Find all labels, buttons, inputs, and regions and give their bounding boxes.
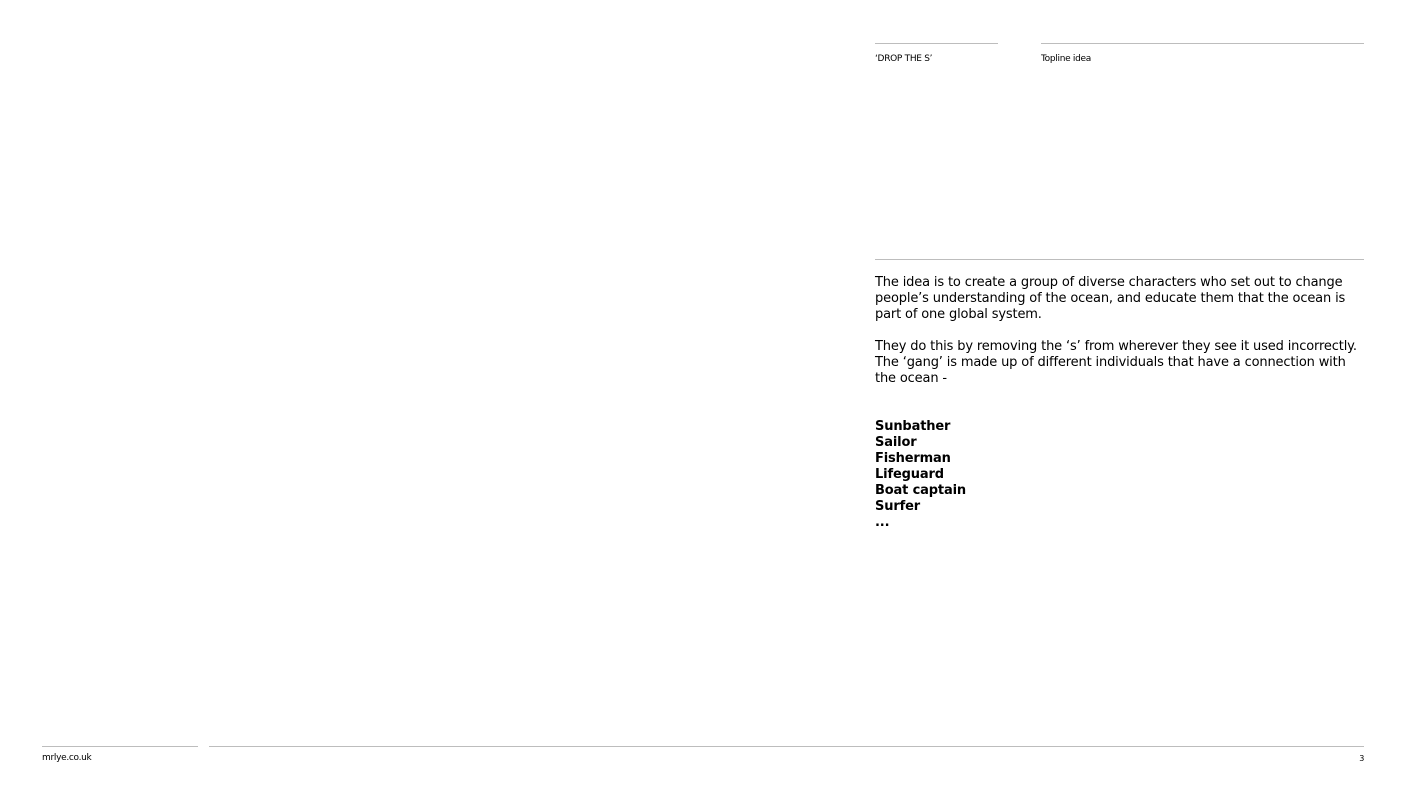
list-item: Sunbather: [875, 419, 951, 434]
footer-website: mrlye.co.uk: [42, 753, 92, 763]
list-item: Lifeguard: [875, 467, 944, 482]
body-text: [875, 275, 1365, 387]
page-number: 3: [1359, 754, 1364, 763]
list-item: Fisherman: [875, 451, 951, 466]
body-rule: [875, 259, 1364, 260]
method-paragraph: They do this by removing the ‘s’ from wherever they see it used incorrectly. The ‘gang’ is made up of different individuals that have a connection with the ocean -: [875, 339, 1357, 386]
list-item: Surfer: [875, 499, 921, 514]
header-rule-left: [875, 43, 998, 44]
project-label: ‘DROP THE S’: [875, 54, 933, 64]
character-list: [875, 419, 966, 531]
header-rule-right: [1041, 43, 1364, 44]
list-item: ...: [875, 515, 890, 530]
section-label: Topline idea: [1041, 54, 1091, 64]
intro-paragraph: The idea is to create a group of diverse characters who set out to change people’s understanding of the ocean, and educate them that the ocean is part of one global system.: [875, 275, 1346, 322]
list-item: Sailor: [875, 435, 917, 450]
footer-rule-right: [209, 746, 1364, 747]
list-item: Boat captain: [875, 483, 967, 498]
footer-rule-left: [42, 746, 198, 747]
